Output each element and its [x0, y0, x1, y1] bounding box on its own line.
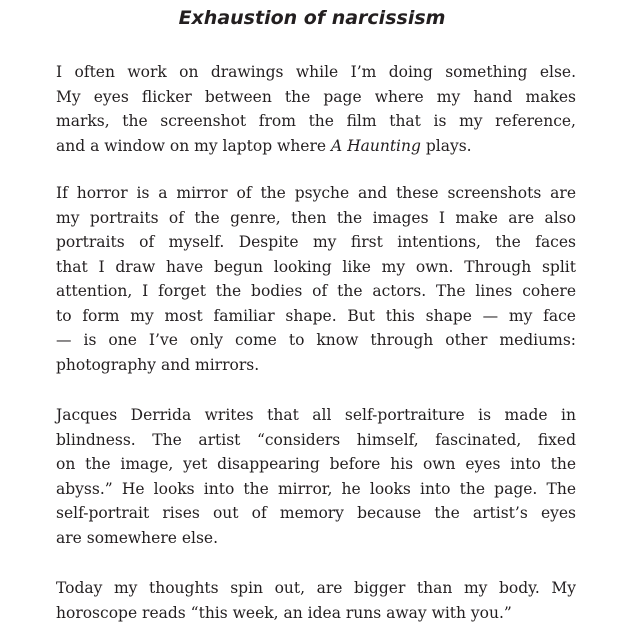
paragraph-1 — [56, 60, 576, 158]
paragraph-line: my portraits of the genre, then the images I make are also — [56, 208, 576, 227]
paragraph-line: are somewhere else. — [56, 528, 219, 547]
paragraph-line: self-portrait rises out of memory because the artist’s eyes — [56, 504, 576, 522]
paragraph-line: blindness. The artist “considers himself, fascinated, fixed — [56, 430, 576, 449]
film-title: A Haunting — [330, 136, 421, 155]
paragraph-line: attention, I forget the bodies of the actors. The lines cohere — [56, 282, 576, 300]
paragraph-line: that I draw have begun looking like my own. Through split — [56, 257, 576, 276]
paragraph-line: I often work on drawings while I’m doing something else. — [56, 63, 576, 81]
paragraph-line: My eyes flicker between the page where my hand makes — [56, 87, 576, 106]
page-title: Exhaustion of narcissism — [178, 7, 446, 29]
paragraph-line: Jacques Derrida writes that all self-portraiture is made in — [56, 406, 576, 424]
paragraph-line: Today my thoughts spin out, are bigger than my body. My — [56, 579, 576, 597]
paragraph-line — [56, 134, 576, 159]
paragraph-line: If horror is a mirror of the psyche and these screenshots are — [56, 184, 576, 202]
paragraph-line: marks, the screenshot from the film that is my reference, — [56, 112, 576, 130]
line-text: and a window on my laptop where — [56, 136, 331, 155]
paragraph-2 — [56, 181, 576, 377]
paragraph-line: — is one I’ve only come to know through other mediums: — [56, 331, 576, 349]
paragraph-4 — [56, 576, 576, 625]
paragraph-line: to form my most familiar shape. But this shape — my face — [56, 306, 576, 325]
paragraph-line: abyss.” He looks into the mirror, he looks into the page. The — [56, 479, 576, 498]
line-text: plays. — [420, 136, 472, 155]
paragraph-3 — [56, 403, 576, 550]
paragraph-line: photography and mirrors. — [56, 355, 260, 374]
paragraph-line: on the image, yet disappearing before his own eyes into the — [56, 455, 576, 473]
paragraph-line: horoscope reads “this week, an idea runs away with you.” — [56, 603, 512, 622]
paragraph-line: portraits of myself. Despite my first intentions, the faces — [56, 233, 576, 251]
